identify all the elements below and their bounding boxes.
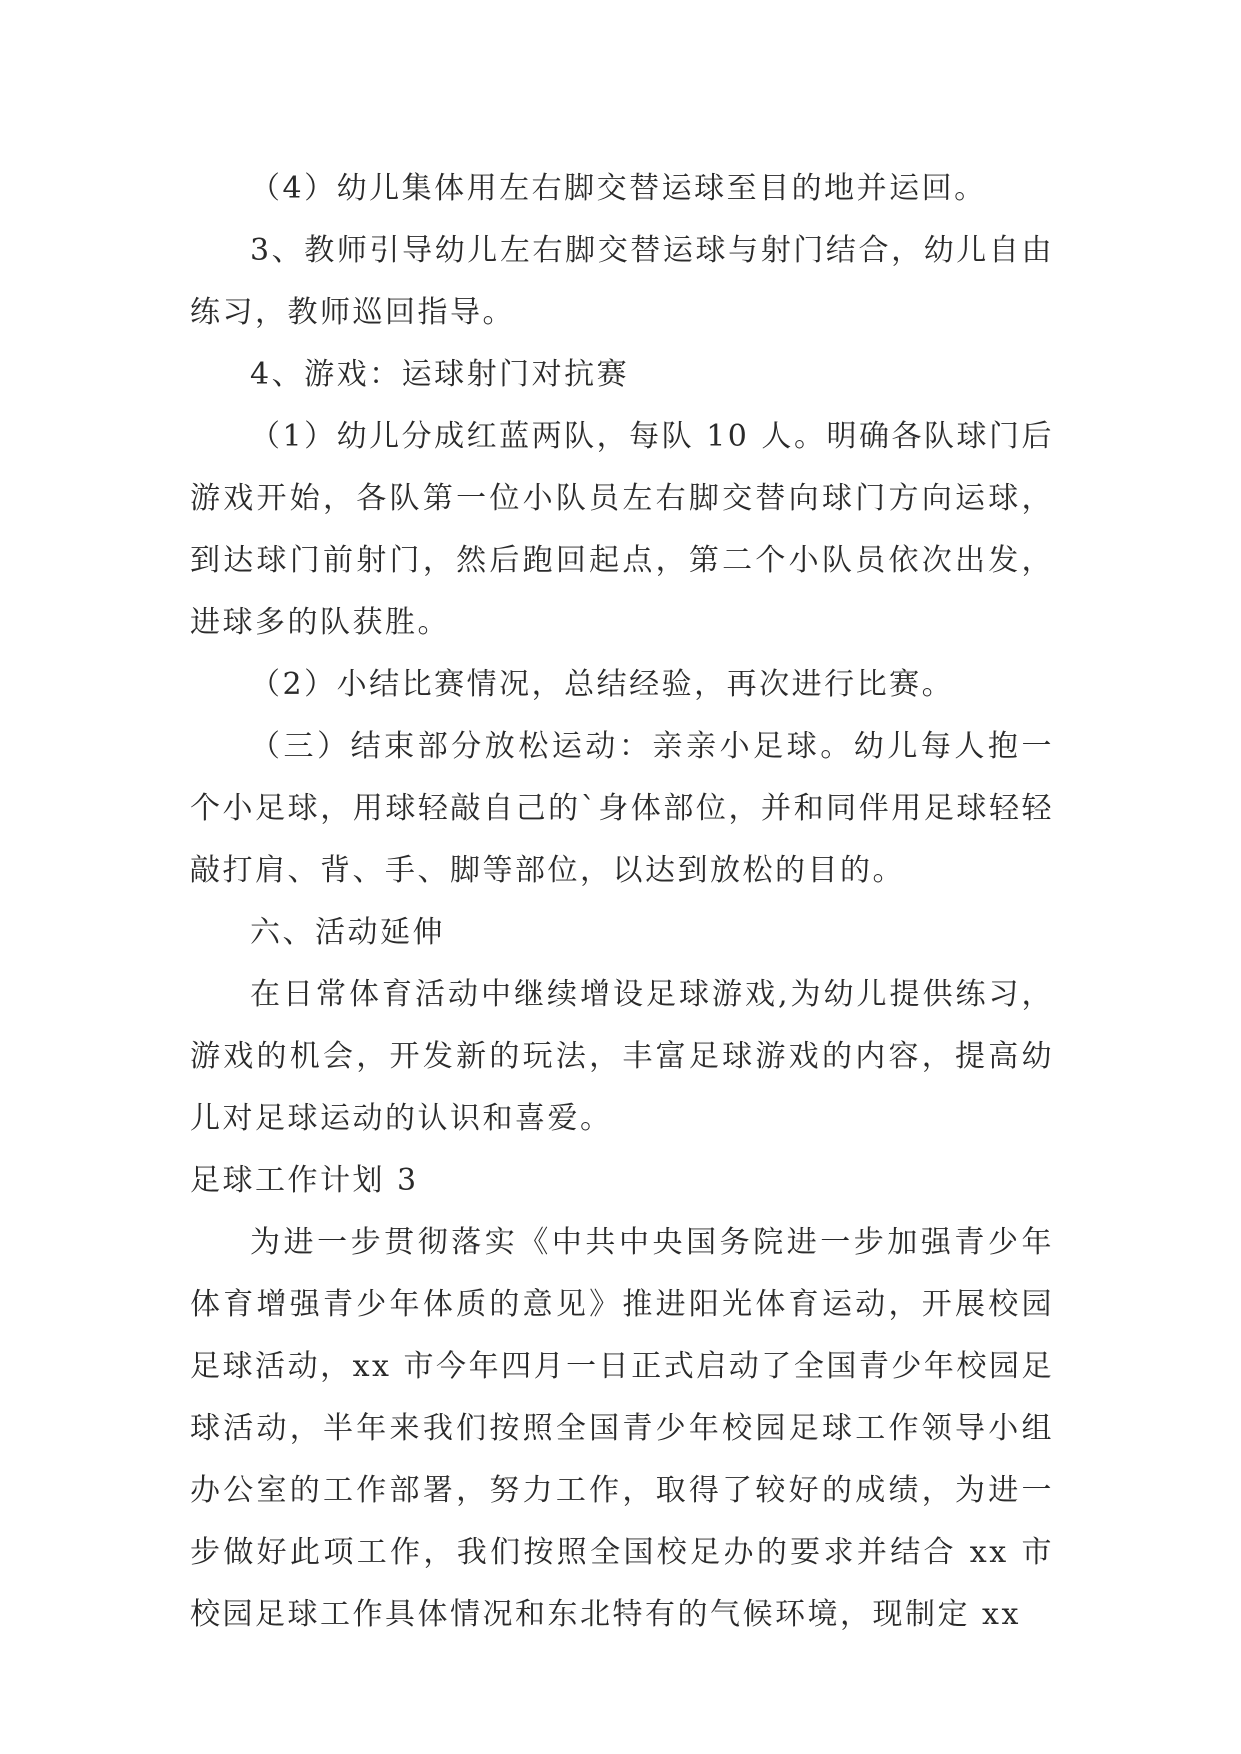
- paragraph: 4、游戏：运球射门对抗赛: [250, 357, 630, 392]
- paragraph: 在日常体育活动中继续增设足球游戏,为幼儿提供练习，游戏的机会，开发新的玩法，丰富足球游戏的内容，提高幼儿对足球运动的认识和喜爱。: [190, 977, 1054, 1136]
- paragraph: 为进一步贯彻落实《中共中央国务院进一步加强青少年体育增强青少年体质的意见》推进阳光体育运动，开展校园足球活动，xx 市今年四月一日正式启动了全国青少年校园足球活动，半年来我们按照全国青少年校园足球工作领导小组办公室的工作部署，努力工作，取得了较好的成绩，为进一步做好此项工作，我们按照全国校足办的要求并结合 xx 市校园足球工作具体情况和东北特有的气候环境，现制定 xx: [190, 1225, 1054, 1632]
- paragraph: （2）小结比赛情况，总结经验，再次进行比赛。: [250, 667, 955, 702]
- section-title: 足球工作计划 3: [190, 1163, 419, 1198]
- paragraph: 六、活动延伸: [250, 915, 445, 950]
- paragraph: （三）结束部分放松运动：亲亲小足球。幼儿每人抱一个小足球，用球轻敲自己的`身体部位，并和同伴用足球轻轻敲打肩、背、手、脚等部位，以达到放松的目的。: [190, 729, 1054, 888]
- paragraph: 3、教师引导幼儿左右脚交替运球与射门结合，幼儿自由练习，教师巡回指导。: [190, 233, 1054, 330]
- document-body: [190, 158, 1054, 1646]
- paragraph: （4）幼儿集体用左右脚交替运球至目的地并运回。: [250, 171, 987, 206]
- paragraph: （1）幼儿分成红蓝两队，每队 10 人。明确各队球门后游戏开始，各队第一位小队员左右脚交替向球门方向运球，到达球门前射门，然后跑回起点，第二个小队员依次出发，进球多的队获胜。: [190, 419, 1054, 640]
